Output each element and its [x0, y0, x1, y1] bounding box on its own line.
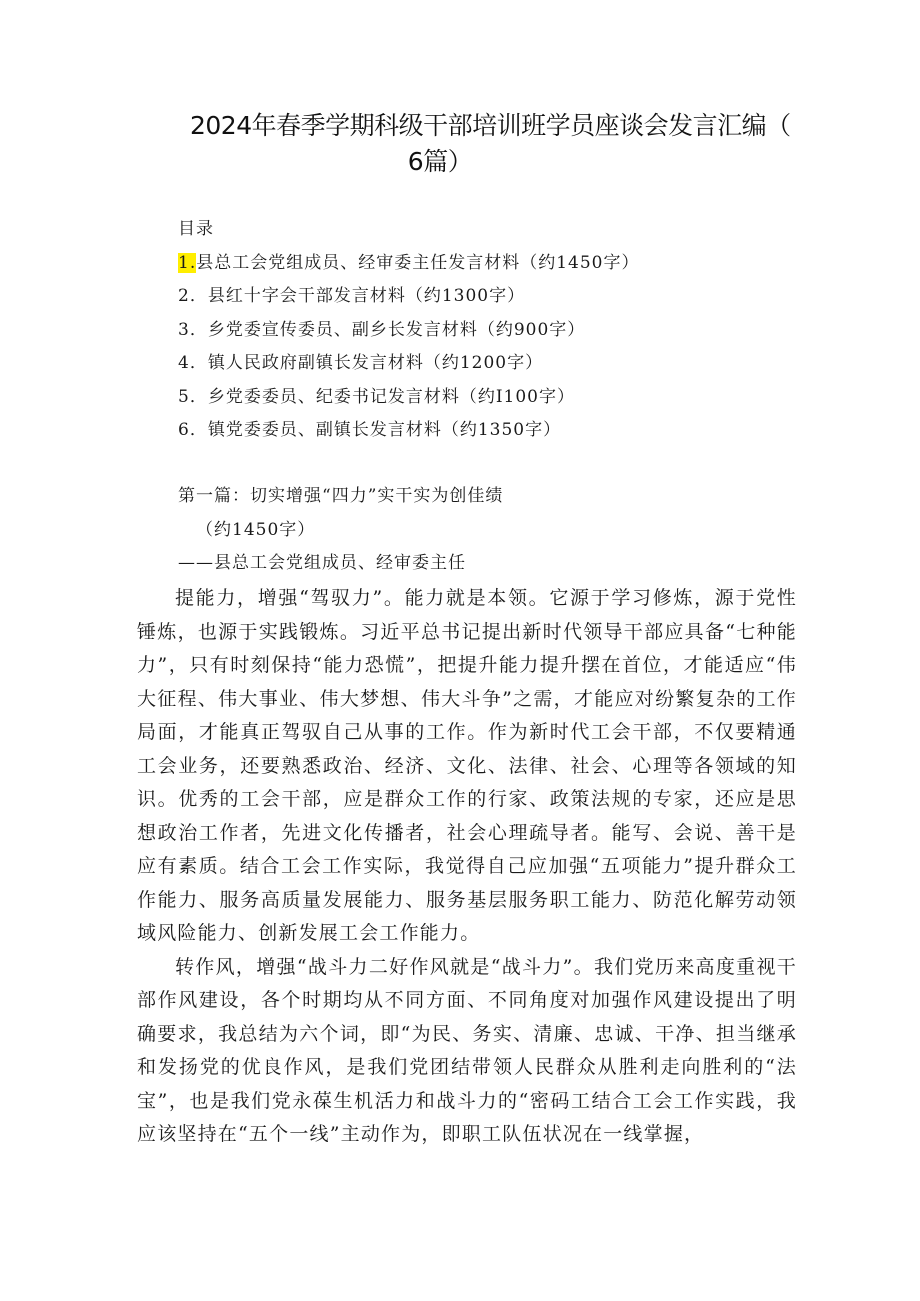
- toc-item-text: ．乡党委委员、纪委书记发言材料（约I100字）: [189, 386, 575, 407]
- toc-item[interactable]: [178, 381, 640, 415]
- toc-item-text: ．镇人民政府副镇长发言材料（约1200字）: [189, 353, 544, 373]
- toc-item-text: 县总工会党组成员、经审委主任发言材料（约1450字）: [196, 252, 640, 273]
- toc-item-number: 3: [178, 319, 190, 340]
- toc-item[interactable]: [178, 280, 640, 314]
- toc-item-text: ．县红十字会干部发言材料（约1300字）: [189, 286, 526, 306]
- toc-item-number: 4: [178, 353, 190, 373]
- toc-item[interactable]: [178, 347, 640, 381]
- title-line-1: 2024年春季学期科级干部培训班学员座谈会发言汇编（: [190, 111, 791, 140]
- body-paragraph: 提能力，增强“驾驭力”。能力就是本领。它源于学习修炼，源于党性锤炼，也源于实践锻炼。习近平总书记提出新时代领导干部应具备“七种能力”，只有时刻保持“能力恐慌”，把提升能力提升摆在首位，才能适应“伟大征程、伟大事业、伟大梦想、伟大斗争”之需，才能应对纷繁复杂的工作局面，才能真正驾驭自己从事的工作。作为新时代工会干部，不仅要精通工会业务，还要熟悉政治、经济、文化、法律、社会、心理等各领域的知识。优秀的工会干部，应是群众工作的行家、政策法规的专家，还应是思想政治工作者，先进文化传播者，社会心理疏导者。能写、会说、善干是应有素质。结合工会工作实际，我觉得自己应加强“五项能力”提升群众工作能力、服务高质量发展能力、服务基层服务职工能力、防范化解劳动领域风险能力、创新发展工会工作能力。: [137, 587, 797, 944]
- body-text: [137, 582, 797, 1152]
- toc-item-text: ．乡党委宣传委员、副乡长发言材料（约900字）: [189, 319, 586, 340]
- toc-item-text: ．镇党委委员、副镇长发言材料（约1350字）: [189, 420, 562, 440]
- title-line-2: 6篇）: [407, 147, 473, 176]
- section-byline: ——县总工会党组成员、经审委主任: [178, 553, 466, 573]
- document-title: [140, 108, 820, 180]
- toc-item-number: 1.: [178, 252, 197, 273]
- toc-item[interactable]: [178, 314, 640, 348]
- toc-item-number: 2: [178, 286, 190, 306]
- section-word-count: （约1450字）: [196, 519, 316, 540]
- body-paragraph: 转作风，增强“战斗力二好作风就是“战斗力”。我们党历来高度重视干部作风建设，各个时期均从不同方面、不同角度对加强作风建设提出了明确要求，我总结为六个词，即“为民、务实、清廉、忠诚、干净、担当继承和发扬党的优良作风，是我们党团结带领人民群众从胜利走向胜利的“法宝”，也是我们党永葆生机活力和战斗力的“密码工结合工会工作实践，我应该坚持在“五个一线”主动作为，即职工队伍状况在一线掌握，: [137, 955, 797, 1145]
- toc-item[interactable]: [178, 247, 640, 281]
- toc-item-number: 6: [178, 420, 190, 440]
- section-header: [178, 480, 503, 581]
- toc-item[interactable]: [178, 414, 640, 448]
- table-of-contents: [178, 213, 640, 448]
- toc-heading: 目录: [178, 219, 214, 239]
- toc-item-number: 5: [178, 386, 190, 407]
- section-heading: 第一篇：切实增强“四力”实干实为创佳绩: [178, 486, 504, 506]
